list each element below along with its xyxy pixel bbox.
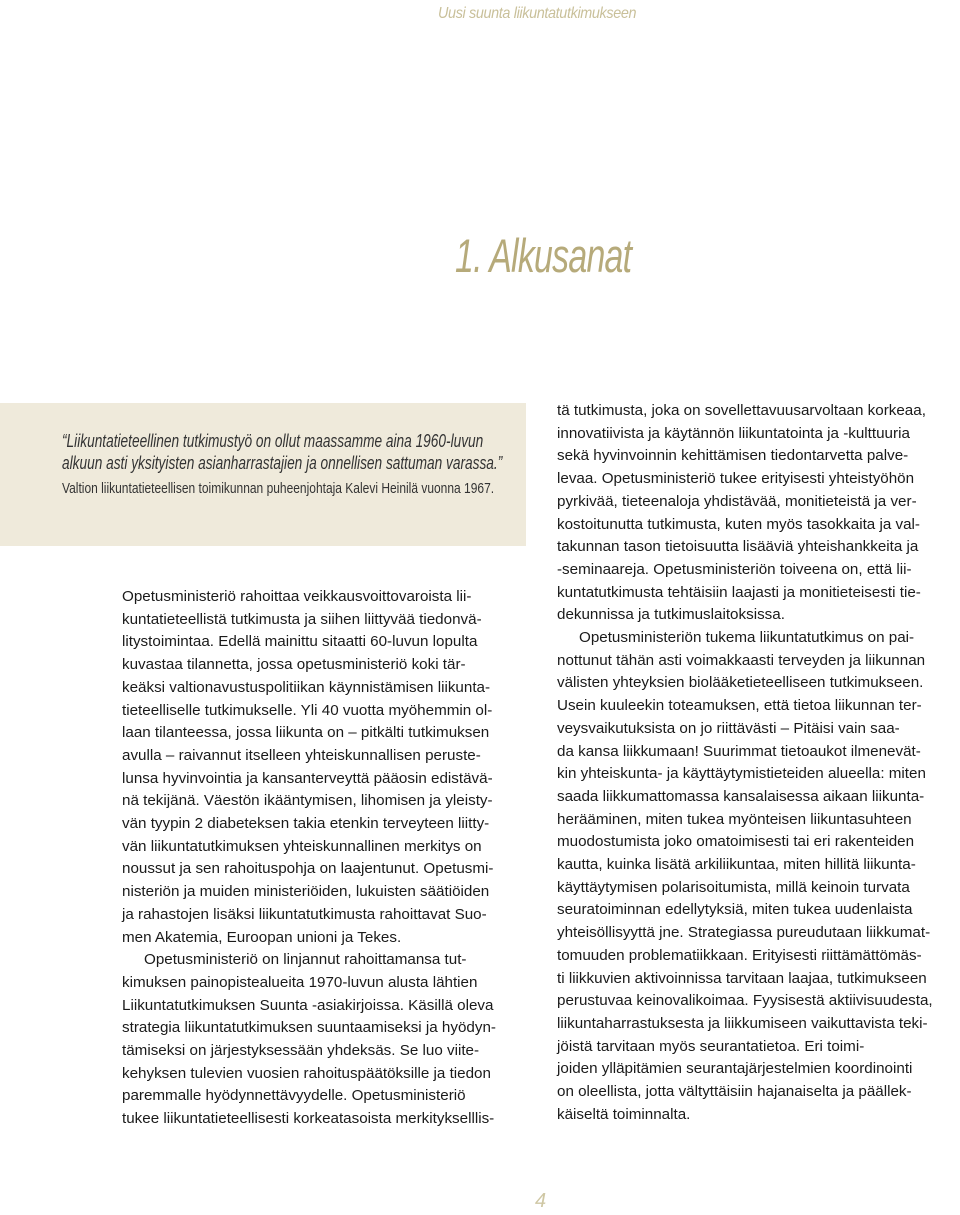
text-line: tomuuden problematiikkaan. Erityisesti riittämättömäs- (557, 946, 922, 964)
text-line: levaa. Opetusministeriö tukee erityisesti yhteistyöhön (557, 470, 915, 488)
text-line: kuntatutkimusta tehtäisiin laajasti ja monitieteisesti tie- (557, 583, 921, 601)
text-line: tukee liikuntatieteellisesti korkeatasoista merkitykselllis- (122, 1110, 495, 1128)
text-line: ja rahastojen lisäksi liikuntatutkimusta rahoittavat Suo- (122, 905, 487, 923)
text-line: vän tyypin 2 diabeteksen takia etenkin terveyteen liitty- (122, 815, 490, 833)
text-line: kuvastaa tilannetta, jossa opetusministeriö koki tär- (122, 656, 466, 674)
text-line: ti liikkuvien aktivoinnissa tarvitaan laajaa, tutkimukseen (557, 969, 927, 987)
text-line: litystoimintaa. Edellä mainittu sitaatti 60-luvun lopulta (122, 633, 478, 651)
text-line: muodostumista joko omatoimisesti tai eri rakenteiden (557, 833, 915, 851)
body-column-left (122, 586, 542, 1131)
text-line: käyttäytymisen polarisoitumista, millä keinoin turvata (557, 878, 910, 896)
text-line: laan tilanteessa, jossa liikunta on – pitkälti tutkimuksen (122, 724, 490, 742)
text-line: kuntatieteellistä tutkimusta ja siihen liittyvää tiedonvä- (122, 610, 482, 628)
text-line: tämiseksi on järjestyksessään yhdeksäs. Se luo viite- (122, 1042, 480, 1060)
text-line: takunnan tason tietoisuutta lisääviä yhteishankkeita ja (557, 538, 919, 556)
text-line: veysvaikutuksista on jo riittävästi – Pitäisi vain saa- (557, 719, 900, 737)
text-line: kautta, kuinka lisätä arkiliikuntaa, miten hillitä liikunta- (557, 856, 916, 874)
text-line: saada liikkumattomassa kansalaisessa aikaan liikunta- (557, 787, 925, 805)
text-line: tieteelliselle tutkimukselle. Yli 40 vuotta myöhemmin ol- (122, 701, 493, 719)
text-line: tä tutkimusta, joka on sovellettavuusarvoltaan korkeaa, (557, 402, 926, 419)
text-line: -seminaareja. Opetusministeriön toiveena on, että lii- (557, 560, 912, 578)
text-line: liikuntaharrastuksesta ja liikkumiseen vaikuttavista teki- (557, 1014, 928, 1032)
text-line: dekunnissa ja tutkimuslaitoksissa. (557, 606, 785, 624)
text-line: nisteriön ja muiden ministeriöiden, lukuisten säätiöiden (122, 883, 490, 901)
text-line: keäksi valtionavustuspolitiikan käynnistämisen liikunta- (122, 678, 491, 696)
text-line: jöistä tarvitaan myös seurantatietoa. Eri toimi- (557, 1037, 865, 1055)
text-line: kostoitunutta tutkimusta, kuten myös tasokkaita ja val- (557, 515, 920, 533)
text-line: pyrkivää, tieteenaloja yhdistävää, monitieteistä ja ver- (557, 492, 917, 510)
page-number: 4 (535, 1190, 547, 1212)
text-line: men Akatemia, Euroopan unioni ja Tekes. (122, 928, 402, 946)
text-line: seuratoiminnan edellytyksiä, miten tukea uudenlaista (557, 901, 913, 919)
text-line: paremmalle hyödynnettävyydelle. Opetusministeriö (122, 1087, 466, 1105)
quote-line: alkuun asti yksityisten asianharrastajien ja onnellisen sattuman varassa.” (62, 453, 503, 473)
text-line: strategia liikuntatutkimuksen suuntaamiseksi ja hyödyn- (122, 1019, 496, 1037)
text-line: välisten yhteyksien biolääketieteelliseen tutkimukseen. (557, 674, 924, 692)
quote-attribution: Valtion liikuntatieteellisen toimikunnan puheenjohtaja Kalevi Heinilä vuonna 1967. (62, 480, 495, 497)
text-line: on oleellista, jotta vältyttäisiin hajanaiselta ja päällek- (557, 1083, 912, 1101)
text-line: vän liikuntatutkimuksen yhteiskunnallinen merkitys on (122, 837, 482, 855)
text-line: nottunut tähän asti voimakkaasti terveyden ja liikunnan (557, 651, 926, 669)
text-line: herääminen, miten tukea myönteisen liikuntasuhteen (557, 810, 912, 828)
text-line: yhteisöllisyyttä jne. Strategiassa pureudutaan liikkumat- (557, 924, 931, 942)
text-line: käiseltä toiminnalta. (557, 1105, 691, 1123)
text-line: nä tekijänä. Väestön ikääntymisen, lihomisen ja yleisty- (122, 792, 493, 810)
body-column-right (557, 400, 960, 1127)
text-line: Opetusministeriö rahoittaa veikkausvoittovaroista lii- (122, 588, 472, 605)
text-line: da kansa liikkumaan! Suurimmat tietoaukot ilmenevät- (557, 742, 921, 760)
quote-panel (0, 403, 526, 546)
text-line: avulla – raivannut itselleen yhteiskunnallisen peruste- (122, 746, 481, 764)
text-line: kin yhteiskunta- ja käyttäytymistieteiden alueella: miten (557, 765, 926, 783)
text-line: sekä hyvinvoinnin kehittämisen tiedontarvetta palve- (557, 447, 909, 465)
text-line: Usein kuuleekin toteamuksen, että tietoa liikunnan ter- (557, 697, 922, 715)
chapter-title: 1. Alkusanat (455, 229, 632, 282)
text-line: noussut ja sen rahoituspohja on laajentunut. Opetusmi- (122, 860, 494, 878)
running-header: Uusi suunta liikuntatutkimukseen (438, 5, 637, 22)
text-line: Liikuntatutkimuksen Suunta -asiakirjoissa. Käsillä oleva (122, 996, 494, 1014)
quote-line: “Liikuntatieteellinen tutkimustyö on ollut maassamme aina 1960-luvun (62, 431, 484, 451)
text-line: kehyksen tulevien vuosien rahoituspäätöksille ja tiedon (122, 1064, 491, 1082)
text-line: kimuksen painopistealueita 1970-luvun alusta lähtien (122, 973, 478, 991)
text-line: joiden ylläpitämien seurantajärjestelmien koordinointi (557, 1060, 913, 1078)
text-line: lunsa hyvinvointia ja kansanterveyttä pääosin edistävä- (122, 769, 493, 787)
text-line: innovatiivista ja käytännön liikuntatointa ja -kulttuuria (557, 424, 910, 442)
text-line: Opetusministeriön tukema liikuntatutkimus on pai- (579, 629, 915, 647)
pull-quote (62, 430, 503, 474)
text-line: perustuvaa keinovalikoimaa. Fyysisestä aktiivisuudesta, (557, 992, 933, 1010)
text-line: Opetusministeriö on linjannut rahoittamansa tut- (144, 951, 467, 969)
